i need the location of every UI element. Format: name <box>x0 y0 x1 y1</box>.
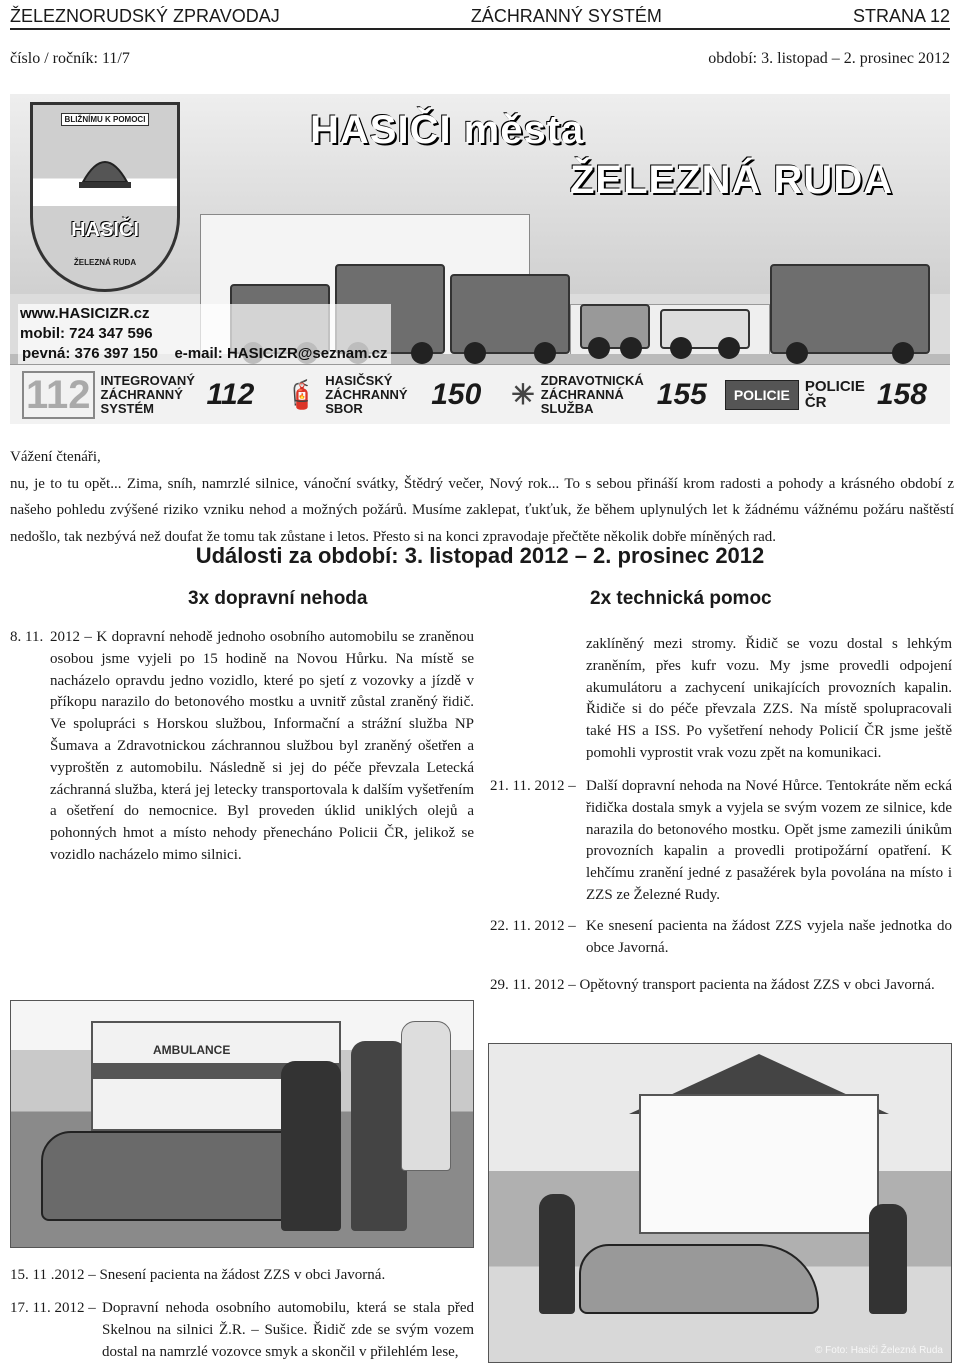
fire-truck <box>450 274 570 354</box>
right-column-heading: 2x technická pomoc <box>590 588 772 609</box>
left-column-heading: 3x dopravní nehoda <box>188 588 368 609</box>
firefighter <box>351 1041 407 1231</box>
banner-image <box>10 94 950 424</box>
paramedic <box>401 1021 451 1171</box>
service-label: HASIČSKÝ ZÁCHRANNÝ SBOR <box>325 372 408 416</box>
emblem-subtitle: ŽELEZNÁ RUDA <box>73 257 137 267</box>
event-entry <box>10 627 474 867</box>
intro-text <box>10 444 954 550</box>
service-number: 112 <box>206 377 255 411</box>
event-entry <box>10 1265 474 1287</box>
issue-row <box>10 50 950 68</box>
website-link[interactable]: www.HASICIZR.cz <box>18 304 391 324</box>
service-zzs <box>511 374 707 416</box>
paper-name: ŽELEZNORUDSKÝ ZPRAVODAJ <box>10 6 280 26</box>
emblem-title: HASIČI <box>71 218 139 241</box>
event-text: Ke snesení pacienta na žádost ZZS vyjela naše jednotka do obce Javorná. <box>586 918 952 956</box>
fire-extinguisher-icon: 🧯 <box>284 379 320 410</box>
photo-credit: © Foto: Hasiči Železná Ruda <box>815 1345 943 1356</box>
firefighter <box>281 1061 341 1231</box>
event-date: 22. 11. 2012 – <box>490 918 576 934</box>
event-text: 29. 11. 2012 – Opětovný transport pacienta na žádost ZZS v obci Javorná. <box>490 977 935 993</box>
event-text: 2012 – K dopravní nehodě jednoho osobního automobilu se zraněnou osobou jsme vyjeli po 15 hodině na Novou Hůrku. Na místě se nacházelo opravdu jedno vozidlo, které po sjetí z vozovky a jízdě v příkopu narazilo do betonového mostku a uvnitř zůstal zraněný řidič. Ve spolupráci s Horskou službou, Informační a strážní služba NP Šumava a Zdravotnickou záchrannou službou byl zraněný ošetřen a vyproštěn z automobilu. Následně si jej do péče převzala Letecká záchranná služba, která jej letecky transportovala k dalším vyšetřením a ošetření do nemocnice. Byl proveden úklid uniklých olejů a pohonných hmot a místo nehody přenecháno Policii ČR, jelikož se vozidlo nacházelo mimo silnici. <box>50 629 474 863</box>
accident-photo <box>10 1000 474 1248</box>
service-hzs <box>284 374 481 416</box>
landline-number: pevná: 376 397 150 e-mail: HASICIZR@seznam.cz <box>18 344 391 364</box>
event-entry <box>490 916 952 960</box>
issue-period: období: 3. listopad – 2. prosinec 2012 <box>708 50 950 67</box>
banner-title-line2: ŽELEZNÁ RUDA <box>570 158 894 202</box>
event-date: 8. 11. <box>10 629 44 645</box>
event-text: Dopravní nehoda osobního automobilu, která se stala před Skelnou na silnici Ž.R. – Sušice. Řidič zde se svým vozem dostal na namrzlé vozovce smyk a skončil v přilehlém lese, <box>102 1300 474 1360</box>
events-title-range: 3. listopad 2012 – 2. prosinec 2012 <box>404 543 765 568</box>
issue-number: číslo / ročník: 11/7 <box>10 50 130 67</box>
section-name: ZÁCHRANNÝ SYSTÉM <box>470 6 662 26</box>
banner-title-line1: HASIČI města <box>310 108 585 152</box>
service-izs <box>22 371 254 419</box>
event-date: 17. 11. 2012 – <box>10 1300 96 1316</box>
service-police <box>725 378 927 412</box>
email-link[interactable]: e-mail: HASICIZR@seznam.cz <box>174 345 388 362</box>
firefighter <box>539 1194 575 1314</box>
helmet-icon <box>75 142 135 202</box>
emblem-motto: BLIŽNÍMU K POMOCI <box>61 113 150 126</box>
police-logo: POLICIE <box>725 380 799 410</box>
accident-photo <box>488 1043 952 1363</box>
event-text: 15. 11 .2012 – Snesení pacienta na žádost ZZS v obci Javorná. <box>10 1267 386 1283</box>
event-entry <box>490 776 952 907</box>
event-text: Další dopravní nehoda na Nové Hůrce. Tentokráte něm ecká řidička dostala smyk a vyjela se svým vozem ze silnice, kde narazila do betonového mostku. Opět jsme zamezili únikům provozních kapalin a provedli protipožární opatření. K lehčímu zranění jedné z pasažérek byla povolána na místo i ZZS ze Železné Rudy. <box>586 778 952 903</box>
contact-info <box>18 304 391 364</box>
star-of-life-icon: ✳ <box>511 379 535 410</box>
service-label: POLICIE ČR <box>804 377 865 411</box>
firefighter <box>869 1204 907 1314</box>
page-header <box>10 6 950 30</box>
event-entry <box>10 1298 474 1363</box>
service-number: 150 <box>431 377 482 411</box>
police-car <box>660 309 750 349</box>
service-number: 158 <box>876 377 927 411</box>
emergency-numbers-strip <box>10 364 950 424</box>
service-number: 155 <box>656 377 707 411</box>
mobile-number: mobil: 724 347 596 <box>18 324 391 344</box>
event-entry <box>490 975 952 997</box>
service-label: ZDRAVOTNICKÁ ZÁCHRANNÁ SLUŽBA <box>540 372 644 416</box>
izs-logo: 112 <box>22 371 95 419</box>
house <box>639 1094 879 1234</box>
ladder-truck <box>770 264 930 354</box>
fire-brigade-emblem <box>30 102 180 292</box>
service-label: INTEGROVANÝ ZÁCHRANNÝ SYSTÉM <box>100 372 195 416</box>
page-number: STRANA 12 <box>852 6 950 26</box>
event-date: 21. 11. 2012 – <box>490 778 576 794</box>
event-continuation: zaklíněný mezi stromy. Řidič se vozu dostal s lehkým zraněním, přes kufr vozu. My jsme provedli odpojení akumulátoru a zachycení unikajících provozních kapalin. Řidiče si do péče převzala ZZS. Na místě spolupracovali také HS a ISS. Po vyšetření nehody Policií ČR jsme ještě pomohli vyprostit vrak vozu zpět na komunikaci. <box>586 636 952 761</box>
greeting: Vážení čtenáři, <box>10 449 101 465</box>
intro-paragraph: nu, je to tu opět... Zima, sníh, namrzlé silnice, vánoční svátky, Štědrý večer, Nový rok... To s sebou přináší krom radosti a pohody a krásného období z našeho pohledu zvýšené riziko vzniku nehod a možných požárů. Musíme zaklepat, ťukťuk, že během uplynulých let k žádnému vážnému požáru naštěstí nedošlo, tak nezbývá než doufat že tomu tak zůstane i letos. Přesto si na konci zpravodaje přečtěte několik dobře míněných rad. <box>10 475 954 545</box>
events-title-prefix: Události za období: <box>195 543 399 568</box>
ambulance-label: AMBULANCE <box>153 1043 231 1057</box>
crashed-car <box>579 1244 819 1314</box>
events-title <box>0 543 960 569</box>
service-car <box>580 304 650 349</box>
